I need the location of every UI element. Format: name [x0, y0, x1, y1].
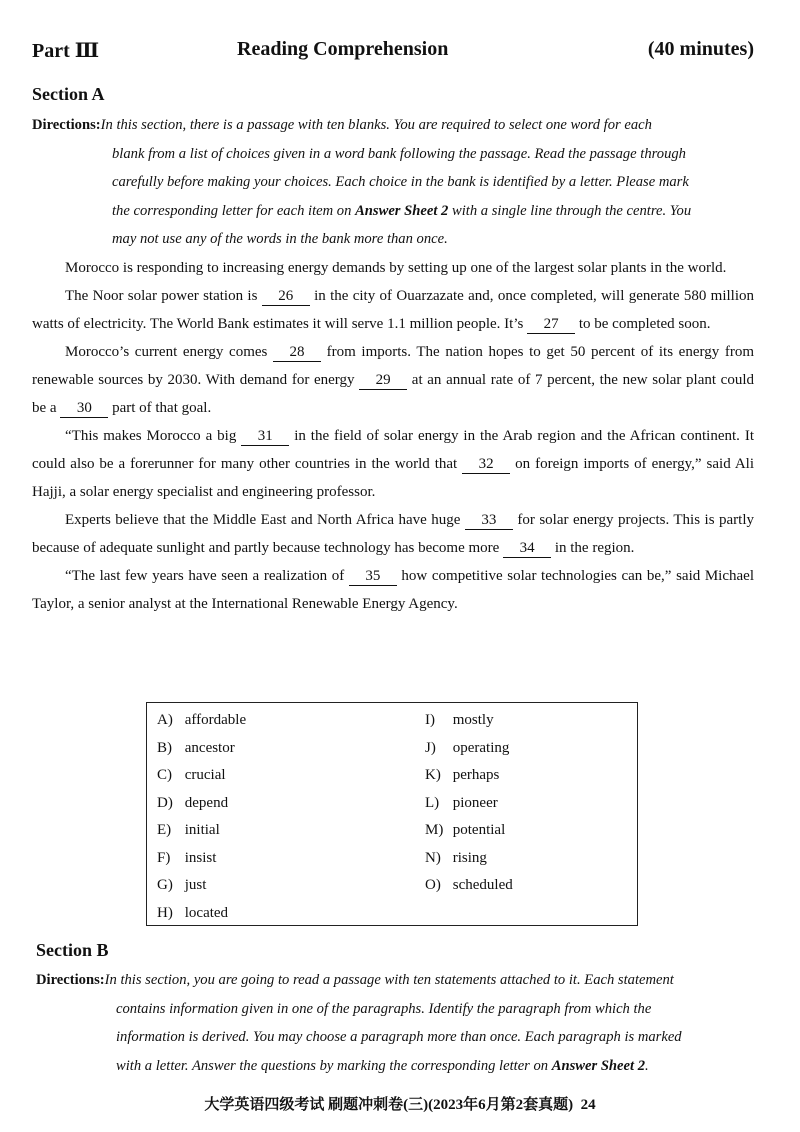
page-footer [0, 1093, 800, 1114]
word-option: J) operating [425, 739, 510, 756]
word-option: O) scheduled [425, 877, 513, 893]
blank-33: 33 [465, 511, 513, 530]
word-option: G) just [157, 877, 207, 893]
time-limit: (40 minutes) [647, 38, 754, 60]
word-bank-right-column [425, 707, 513, 900]
blank-31: 31 [241, 427, 289, 446]
word-option: B) ancestor [157, 739, 235, 756]
word-option: F) insist [157, 849, 217, 866]
paragraph: Morocco is responding to increasing energy demands by setting up one of the largest solar plants in the world. [65, 260, 727, 276]
word-option: N) rising [425, 849, 487, 866]
paragraph: Experts believe that the Middle East and North Africa have huge 33 for solar energy projects. This is partly because of adequate sunlight and partly because technology has become more 34 in the region. [32, 512, 754, 556]
paragraph: The Noor solar power station is 26 in the city of Ouarzazate and, once completed, will generate 580 million watts of electricity. The World Bank estimates it will serve 1.1 million people. It’s 27 to be completed soon. [32, 288, 754, 332]
section-a-directions [32, 111, 762, 254]
word-option: L) pioneer [425, 794, 498, 811]
word-option: A) affordable [157, 712, 247, 728]
directions-line: carefully before making your choices. Each choice in the bank is identified by a letter. Please mark [112, 174, 689, 190]
paragraph: “The last few years have seen a realization of 35 how competitive solar technologies can be,” said Michael Taylor, a senior analyst at the International Renewable Energy Agency. [32, 568, 754, 612]
answer-sheet-ref: Answer Sheet 2 [355, 202, 449, 219]
section-b-heading: Section B [36, 940, 109, 960]
word-option: I) mostly [425, 712, 494, 728]
directions-label: Directions: [36, 972, 105, 988]
word-bank-left-column [157, 707, 246, 927]
directions-label: Directions: [32, 117, 101, 133]
word-option: D) depend [157, 794, 229, 811]
blank-28: 28 [273, 343, 321, 362]
page-number: 24 [580, 1097, 596, 1113]
directions-line: information is derived. You may choose a paragraph more than once. Each paragraph is marked [116, 1029, 682, 1045]
part-label: Part Ⅲ [32, 40, 100, 62]
blank-30: 30 [60, 399, 108, 418]
directions-line: In this section, there is a passage with ten blanks. You are required to select one word for each [100, 117, 652, 133]
directions-line: may not use any of the words in the bank more than once. [112, 231, 448, 247]
word-bank [146, 702, 638, 926]
word-option: M) potential [425, 822, 506, 838]
blank-27: 27 [527, 315, 575, 334]
paragraph: Morocco’s current energy comes 28 from imports. The nation hopes to get 50 percent of its energy from renewable sources by 2030. With demand for energy 29 at an annual rate of 7 percent, the new solar plant could be a 30 part of that goal. [32, 344, 754, 416]
footer-text: 大学英语四级考试 刷题冲刺卷(三)(2023年6月第2套真题) [204, 1097, 574, 1113]
directions-line: the corresponding letter for each item on Answer Sheet 2 with a single line through the centre. You [112, 202, 692, 219]
paragraph: “This makes Morocco a big 31 in the field of solar energy in the Arab region and the African continent. It could also be a forerunner for many other countries in the world that 32 on foreign imports of energy,” said Ali Hajji, a solar energy specialist and engineering professor. [32, 428, 755, 500]
blank-26: 26 [262, 287, 310, 306]
word-option: K) perhaps [425, 767, 500, 783]
answer-sheet-ref: Answer Sheet 2 [551, 1057, 646, 1074]
blank-34: 34 [503, 539, 551, 558]
blank-29: 29 [359, 371, 407, 390]
word-option: C) crucial [157, 767, 226, 783]
word-option: H) located [157, 904, 229, 921]
section-b-directions [36, 966, 762, 1080]
blank-35: 35 [349, 567, 397, 586]
directions-line: blank from a list of choices given in a word bank following the passage. Read the passage through [112, 145, 686, 162]
directions-line: contains information given in one of the paragraphs. Identify the paragraph from which the [116, 1000, 652, 1017]
part-title: Reading Comprehension [237, 38, 449, 60]
directions-line: In this section, you are going to read a passage with ten statements attached to it. Each statement [104, 972, 674, 988]
part-header [32, 38, 754, 68]
word-option: E) initial [157, 822, 220, 838]
section-a-heading: Section A [32, 84, 105, 104]
passage [32, 254, 754, 618]
directions-line: with a letter. Answer the questions by marking the corresponding letter on Answer Sheet 2. [116, 1057, 649, 1074]
blank-32: 32 [462, 455, 510, 474]
